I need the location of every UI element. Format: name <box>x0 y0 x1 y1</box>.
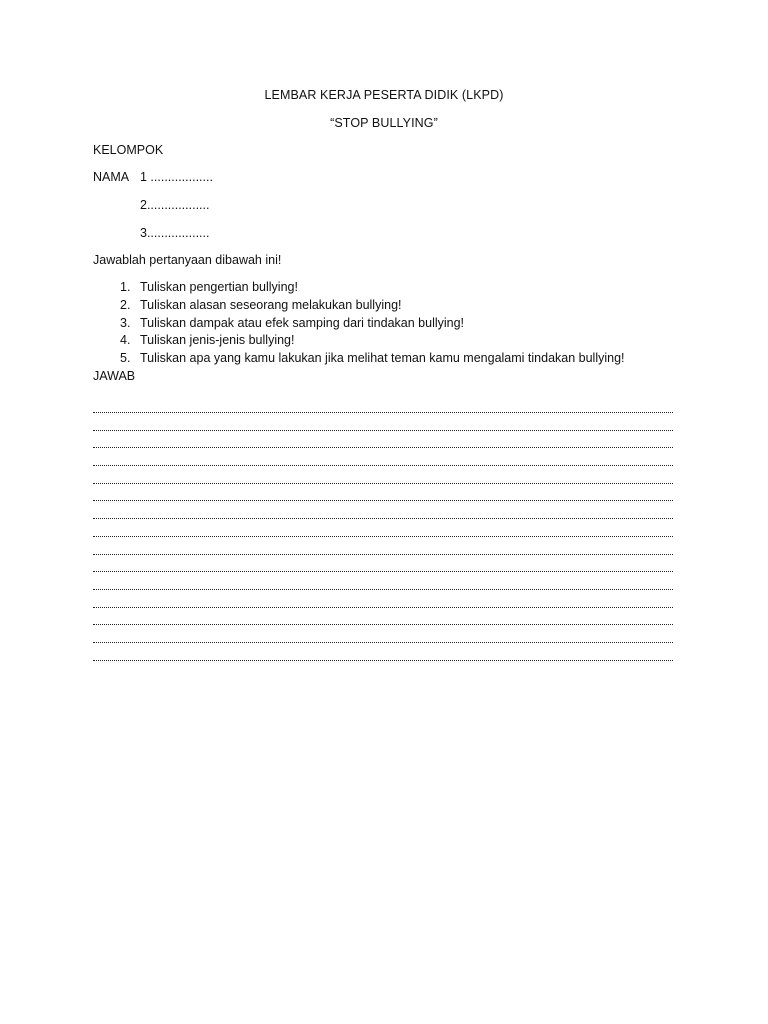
answer-line <box>93 616 673 634</box>
document-subtitle: “STOP BULLYING” <box>330 116 438 130</box>
answer-line <box>93 634 673 652</box>
question-text: Tuliskan alasan seseorang melakukan bullying! <box>140 297 402 312</box>
answer-line <box>93 422 673 440</box>
question-number: 4. <box>120 333 131 348</box>
name-label: NAMA <box>93 170 130 184</box>
group-label: KELOMPOK <box>93 143 164 157</box>
answer-label: JAWAB <box>93 369 136 383</box>
answer-line <box>93 510 673 528</box>
question-text: Tuliskan apa yang kamu lakukan jika melihat teman kamu mengalami tindakan bullying! <box>140 351 625 366</box>
instruction-text: Jawablah pertanyaan dibawah ini! <box>93 253 282 267</box>
question-item <box>93 333 625 351</box>
member-line-2: 2.................. <box>140 198 210 212</box>
question-item <box>93 316 625 334</box>
question-item <box>93 298 625 316</box>
answer-line <box>93 439 673 457</box>
question-text: Tuliskan pengertian bullying! <box>140 280 298 294</box>
question-number: 1. <box>120 280 131 294</box>
question-list <box>93 280 625 369</box>
answer-line <box>93 652 673 670</box>
answer-line <box>93 581 673 599</box>
member-line-3: 3.................. <box>140 226 210 240</box>
question-item <box>93 351 625 369</box>
answer-line <box>93 563 673 581</box>
answer-line <box>93 528 673 546</box>
question-item <box>93 280 625 298</box>
answer-line <box>93 599 673 617</box>
answer-line <box>93 475 673 493</box>
answer-line <box>93 546 673 564</box>
question-number: 2. <box>120 297 131 312</box>
question-number: 3. <box>120 315 131 330</box>
question-text: Tuliskan jenis-jenis bullying! <box>140 333 295 348</box>
document-title: LEMBAR KERJA PESERTA DIDIK (LKPD) <box>264 88 504 102</box>
question-text: Tuliskan dampak atau efek samping dari tindakan bullying! <box>140 315 465 330</box>
answer-lines <box>93 404 673 669</box>
question-number: 5. <box>120 351 131 366</box>
answer-line <box>93 457 673 475</box>
answer-line <box>93 492 673 510</box>
answer-line <box>93 404 673 422</box>
member-line-1: 1 .................. <box>140 170 213 184</box>
